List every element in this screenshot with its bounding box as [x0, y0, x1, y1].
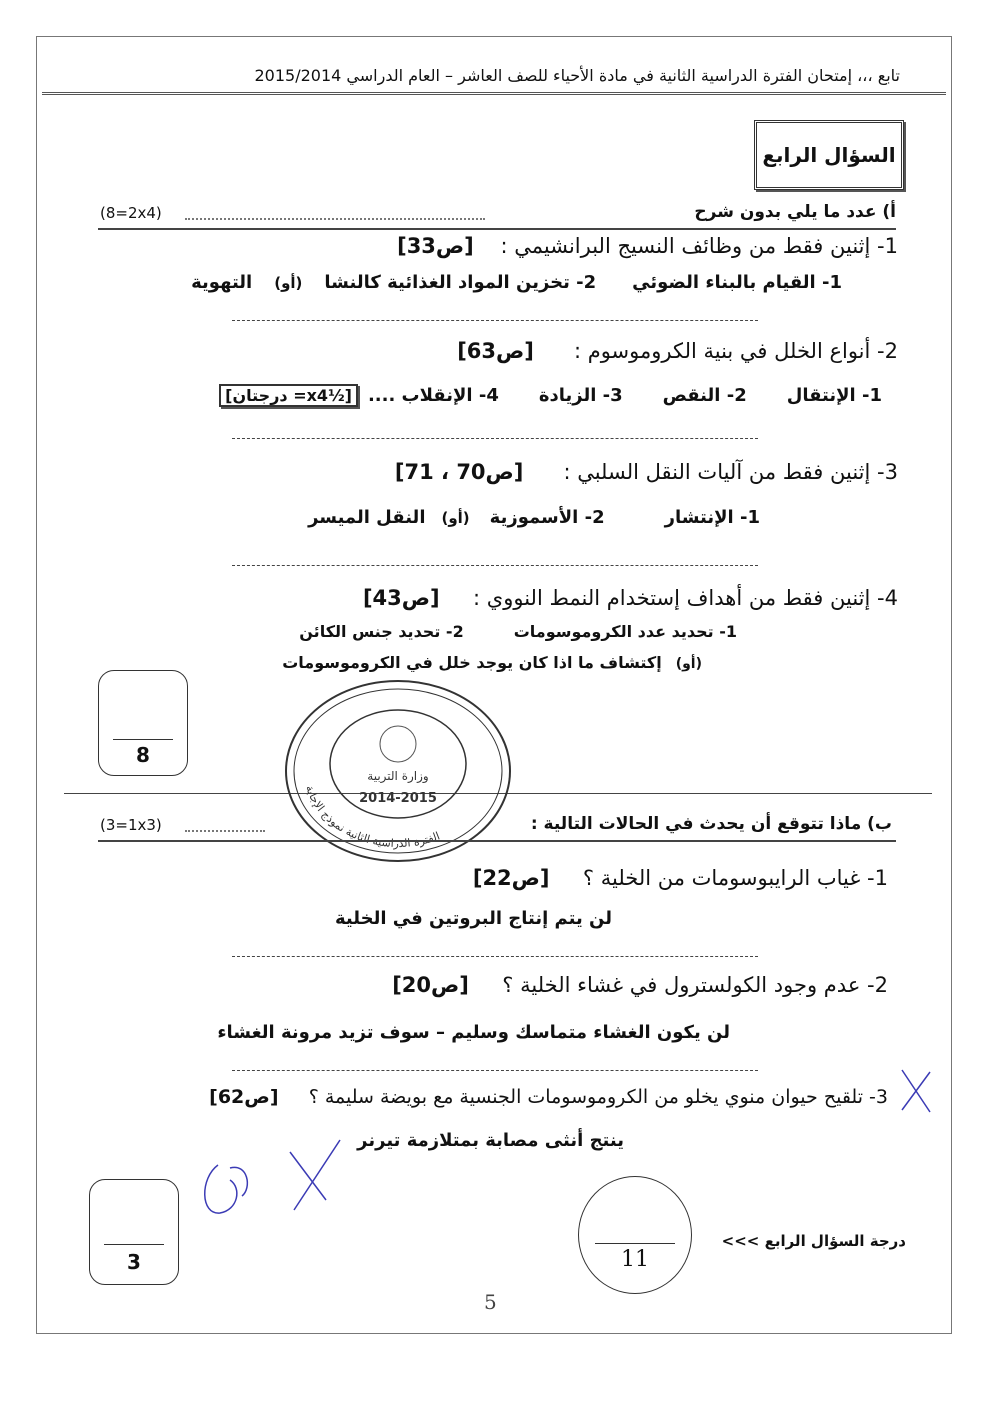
question-b1: 1- غياب الرايبوسومات من الخلية ؟ [ص22] [472, 866, 888, 890]
cross-mark-icon [290, 1140, 340, 1210]
dashed-separator [232, 320, 758, 321]
total-label: درجة السؤال الرابع >>> [721, 1232, 906, 1250]
answer: 2- النقص [662, 385, 747, 406]
answer: ينتج أنثى مصابة بمتلازمة تيرنر [357, 1130, 624, 1151]
answer: النقل الميسر [308, 507, 426, 528]
answer: 3- الزيادة [538, 385, 623, 406]
dashed-separator [232, 956, 758, 957]
school-stamp [278, 676, 518, 866]
stamp-ring-text: الفترة الدراسية الثانية نموذج الإجابة [303, 783, 442, 851]
marks-note: [½x4= درجتان] [219, 384, 358, 407]
answers-a3 [308, 507, 760, 528]
stamp-ministry: وزارة التربية [367, 769, 429, 783]
answer: 1- تحديد عدد الكروموسومات [513, 622, 737, 641]
question-a2: 2- أنواع الخلل في بنية الكروموسوم : [ص63] [457, 339, 898, 363]
answer: التهوية [191, 272, 253, 293]
section-title: السؤال الرابع [754, 120, 904, 190]
answer: 2- تخزين المواد الغذائية كالنشا [324, 272, 597, 293]
dotted-leader [185, 830, 265, 832]
question-a4: 4- إثنين فقط من أهداف إستخدام النمط النووي : [ص43] [362, 586, 898, 610]
or-label: (أو) [441, 509, 470, 527]
dashed-separator [232, 438, 758, 439]
question-a3: 3- إثنين فقط من آليات النقل السلبي : [ص70 ، 71] [394, 460, 898, 484]
page-number: 5 [484, 1290, 497, 1314]
answers-a4 [299, 622, 737, 641]
answers-a4-alternative [282, 653, 702, 672]
answer: 1- القيام بالبناء الضوئي [632, 272, 842, 293]
part-a-score: 8 [136, 743, 150, 767]
question-a1: 1- إثنين فقط من وظائف النسيج البرانشيمي : [ص33] [397, 234, 898, 258]
question-b3: 3- تلقيح حيوان منوي يخلو من الكروموسومات الجنسية مع بويضة سليمة ؟ [ص62] [209, 1086, 888, 1108]
part-a-marks: (8=2x4) [100, 204, 162, 222]
divider [98, 840, 896, 842]
answer: 2- تحديد جنس الكائن [299, 622, 464, 641]
answers-a1 [191, 272, 842, 293]
answer: إكتشاف ما اذا كان يوجد خلل في الكروموسومات [282, 653, 662, 672]
answer: 4- الإنقلاب .... [367, 385, 499, 406]
stamp-year: 2014-2015 [359, 791, 437, 806]
header-title: تابع ،،، إمتحان الفترة الدراسية الثانية في مادة الأحياء للصف العاشر – العام الدراسي 2015/2014 [254, 66, 900, 85]
part-b-score: 3 [127, 1250, 141, 1274]
dotted-leader [185, 218, 485, 220]
answer: 2- الأسموزية [489, 507, 605, 528]
total-score-circle [578, 1176, 692, 1294]
part-b-marks: (3=1x3) [100, 816, 162, 834]
part-a-score-box [98, 670, 188, 776]
part-b-score-box [89, 1179, 179, 1285]
total-score: 11 [621, 1247, 649, 1272]
header-divider [42, 92, 946, 95]
grader-pen-marks [190, 1060, 950, 1220]
question-b2: 2- عدم وجود الكولسترول في غشاء الخلية ؟ [ص20] [392, 973, 888, 997]
answer: 1- الإنتشار [664, 507, 760, 528]
answer: 1- الإنتقال [786, 385, 882, 406]
answers-a2 [219, 384, 882, 407]
part-b-instruction: ب) ماذا تتوقع أن يحدث في الحالات التالية : [530, 814, 892, 834]
answer: لن يكون الغشاء متماسك وسليم – سوف تزيد مرونة الغشاء [217, 1022, 730, 1043]
grader-signature [205, 1165, 248, 1213]
or-label: (أو) [274, 274, 303, 292]
answer: لن يتم إنتاج البروتين في الخلية [335, 908, 612, 929]
part-a-instruction: أ) عدد ما يلي بدون شرح [694, 202, 896, 222]
or-label: (أو) [675, 656, 702, 672]
divider [98, 228, 896, 230]
dashed-separator [232, 565, 758, 566]
cross-mark-icon [902, 1070, 930, 1112]
